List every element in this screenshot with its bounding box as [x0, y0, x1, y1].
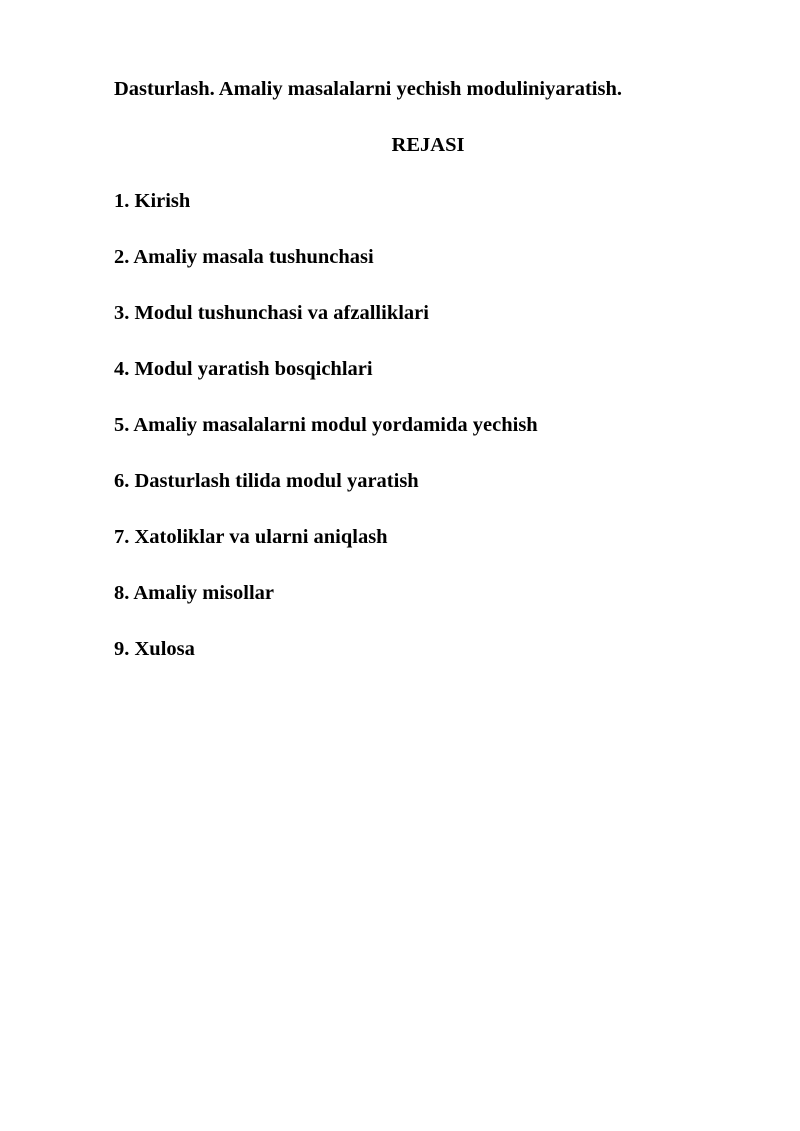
plan-list — [114, 188, 538, 692]
document-title: Dasturlash. Amaliy masalalarni yechish moduliniyaratish. — [114, 78, 623, 100]
plan-item-3: 3. Modul tushunchasi va afzalliklari — [114, 302, 429, 324]
plan-item-7: 7. Xatoliklar va ularni aniqlash — [114, 526, 388, 548]
plan-item-6: 6. Dasturlash tilida modul yaratish — [114, 470, 419, 492]
plan-heading: REJASI — [391, 134, 465, 156]
plan-item-1: 1. Kirish — [114, 190, 191, 212]
plan-item-5: 5. Amaliy masalalarni modul yordamida yechish — [114, 414, 538, 436]
plan-item-9: 9. Xulosa — [114, 638, 195, 660]
plan-item-2: 2. Amaliy masala tushunchasi — [114, 246, 374, 268]
plan-item-4: 4. Modul yaratish bosqichlari — [114, 358, 373, 380]
plan-item-8: 8. Amaliy misollar — [114, 582, 275, 604]
